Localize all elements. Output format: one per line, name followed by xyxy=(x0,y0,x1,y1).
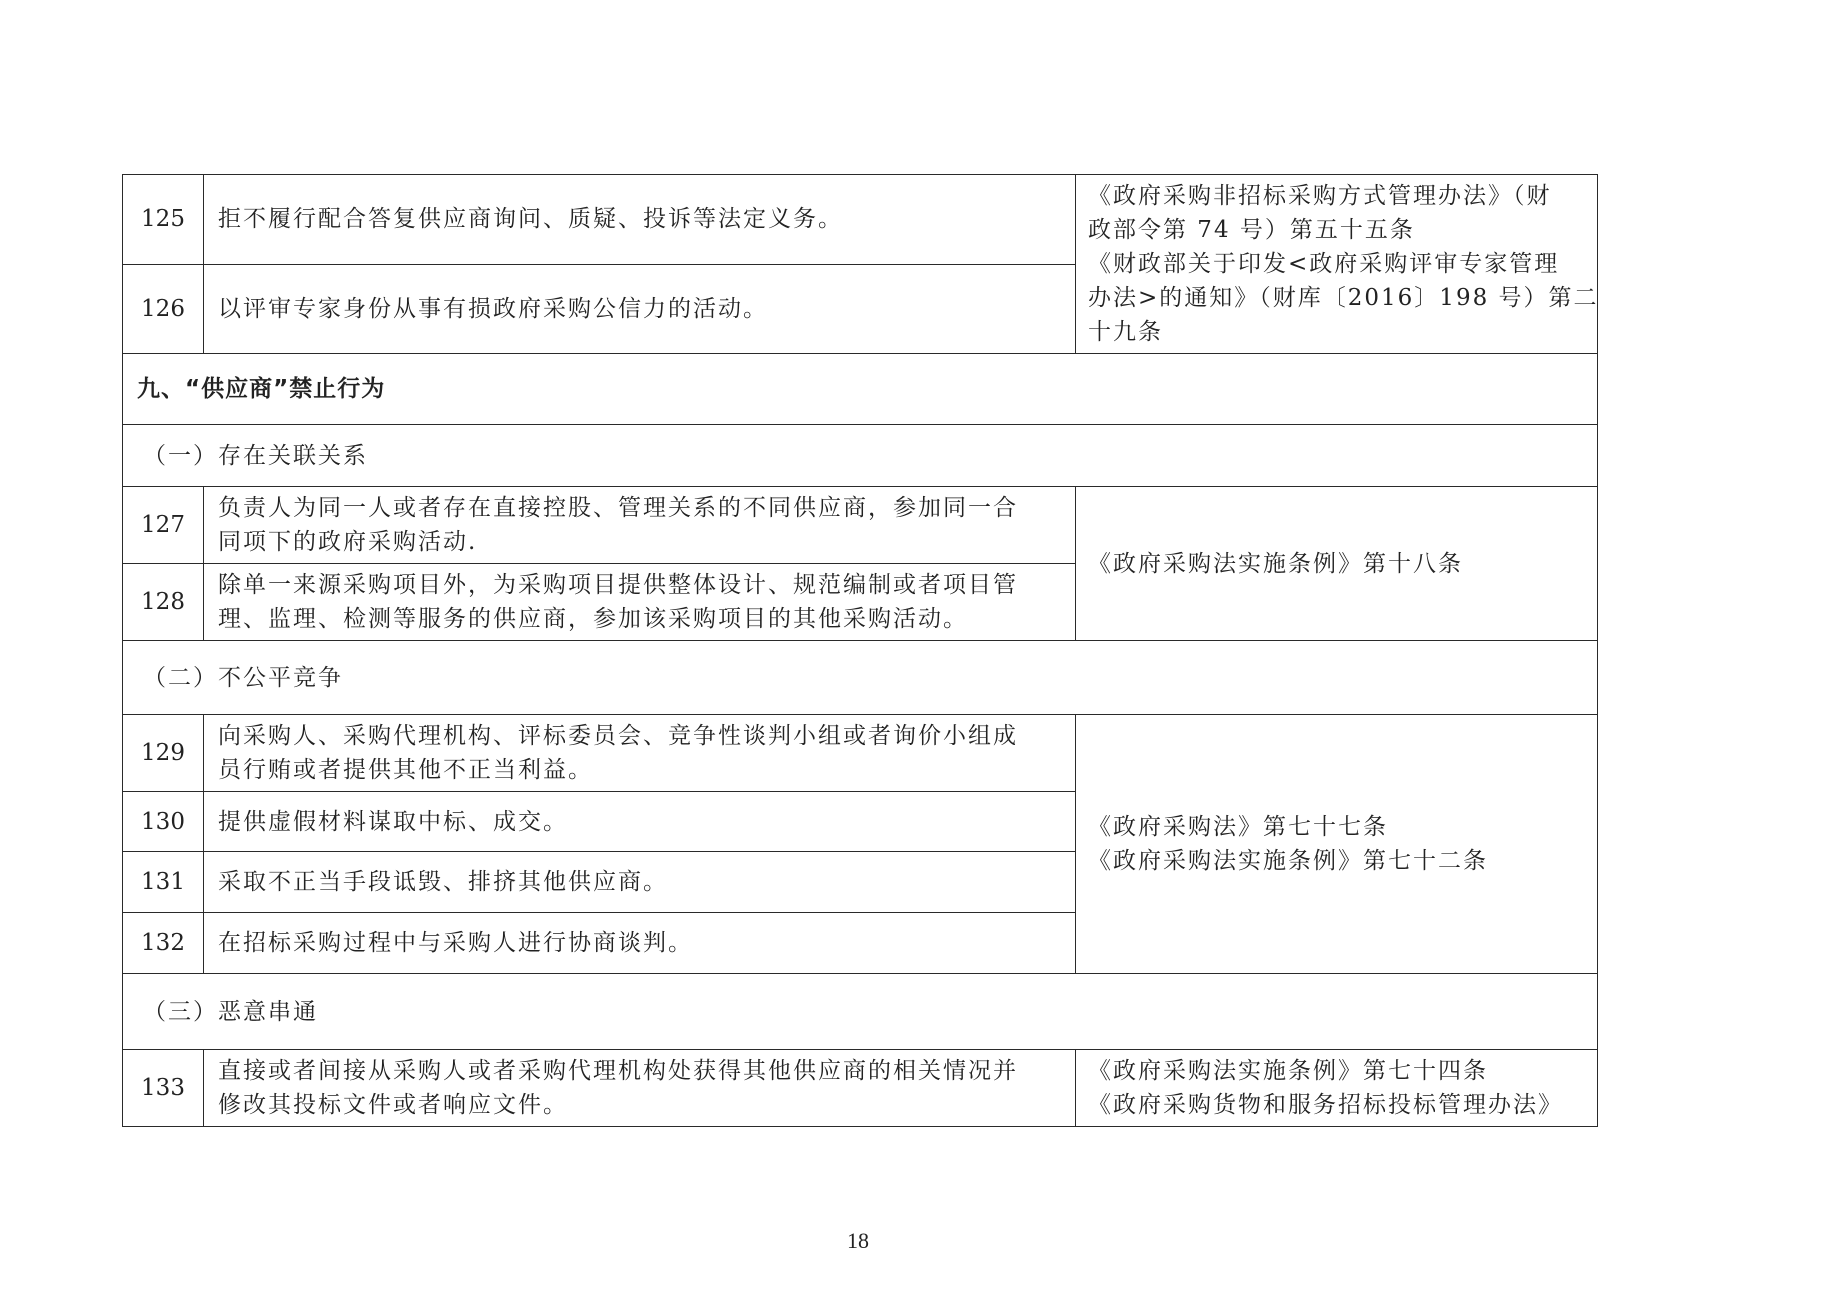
row-text xyxy=(204,564,1076,641)
row-number: 127 xyxy=(123,487,204,564)
row-text: 拒不履行配合答复供应商询问、质疑、投诉等法定义务。 xyxy=(204,175,1076,265)
row-text-line: 负责人为同一人或者存在直接控股、管理关系的不同供应商，参加同一合 xyxy=(218,495,1018,521)
row-text: 提供虚假材料谋取中标、成交。 xyxy=(204,792,1076,852)
table-row xyxy=(123,715,1598,792)
row-number: 128 xyxy=(123,564,204,641)
basis-line: 《政府采购货物和服务招标投标管理办法》 xyxy=(1088,1092,1563,1118)
legal-basis-cell xyxy=(1076,175,1598,354)
row-number: 133 xyxy=(123,1050,204,1127)
basis-line: 办法>的通知》（财库〔2016〕198 号）第二 xyxy=(1088,285,1599,311)
row-text-line: 修改其投标文件或者响应文件。 xyxy=(218,1092,568,1118)
subsection-row xyxy=(123,974,1598,1050)
basis-line: 《政府采购法》第七十七条 xyxy=(1088,814,1388,840)
legal-basis-cell xyxy=(1076,715,1598,974)
row-number: 125 xyxy=(123,175,204,265)
row-number: 130 xyxy=(123,792,204,852)
row-text-line: 员行贿或者提供其他不正当利益。 xyxy=(218,757,593,783)
subsection-heading: （二）不公平竞争 xyxy=(123,641,1598,715)
regulation-table xyxy=(122,174,1598,1127)
row-text: 在招标采购过程中与采购人进行协商谈判。 xyxy=(204,913,1076,974)
basis-line: 十九条 xyxy=(1088,319,1163,345)
row-text: 采取不正当手段诋毁、排挤其他供应商。 xyxy=(204,852,1076,913)
row-number: 126 xyxy=(123,264,204,354)
basis-line: 《政府采购法实施条例》第七十二条 xyxy=(1088,848,1488,874)
row-text-line: 向采购人、采购代理机构、评标委员会、竞争性谈判小组或者询价小组成 xyxy=(218,723,1018,749)
basis-line: 《财政部关于印发<政府采购评审专家管理 xyxy=(1088,251,1560,277)
row-number: 132 xyxy=(123,913,204,974)
page-number: 18 xyxy=(847,1228,869,1253)
legal-basis-cell xyxy=(1076,1050,1598,1127)
section-heading: 九、“供应商”禁止行为 xyxy=(123,354,1598,425)
basis-line: 《政府采购非招标采购方式管理办法》（财 xyxy=(1088,183,1552,209)
table-row xyxy=(123,1050,1598,1127)
row-text-line: 除单一来源采购项目外，为采购项目提供整体设计、规范编制或者项目管 xyxy=(218,572,1018,598)
subsection-row xyxy=(123,641,1598,715)
basis-line: 《政府采购法实施条例》第七十四条 xyxy=(1088,1058,1488,1084)
row-text: 以评审专家身份从事有损政府采购公信力的活动。 xyxy=(204,264,1076,354)
subsection-heading: （一）存在关联关系 xyxy=(123,425,1598,487)
basis-line: 政部令第 74 号）第五十五条 xyxy=(1088,217,1415,243)
row-number: 131 xyxy=(123,852,204,913)
row-text xyxy=(204,715,1076,792)
row-text-line: 同项下的政府采购活动. xyxy=(218,529,478,555)
table-row xyxy=(123,175,1598,265)
legal-basis-cell: 《政府采购法实施条例》第十八条 xyxy=(1076,487,1598,641)
row-text xyxy=(204,1050,1076,1127)
row-text-line: 理、监理、检测等服务的供应商，参加该采购项目的其他采购活动。 xyxy=(218,606,968,632)
subsection-row xyxy=(123,425,1598,487)
section-heading-row xyxy=(123,354,1598,425)
table-row xyxy=(123,487,1598,564)
row-text-line: 直接或者间接从采购人或者采购代理机构处获得其他供应商的相关情况并 xyxy=(218,1058,1018,1084)
subsection-heading: （三）恶意串通 xyxy=(123,974,1598,1050)
row-number: 129 xyxy=(123,715,204,792)
row-text xyxy=(204,487,1076,564)
